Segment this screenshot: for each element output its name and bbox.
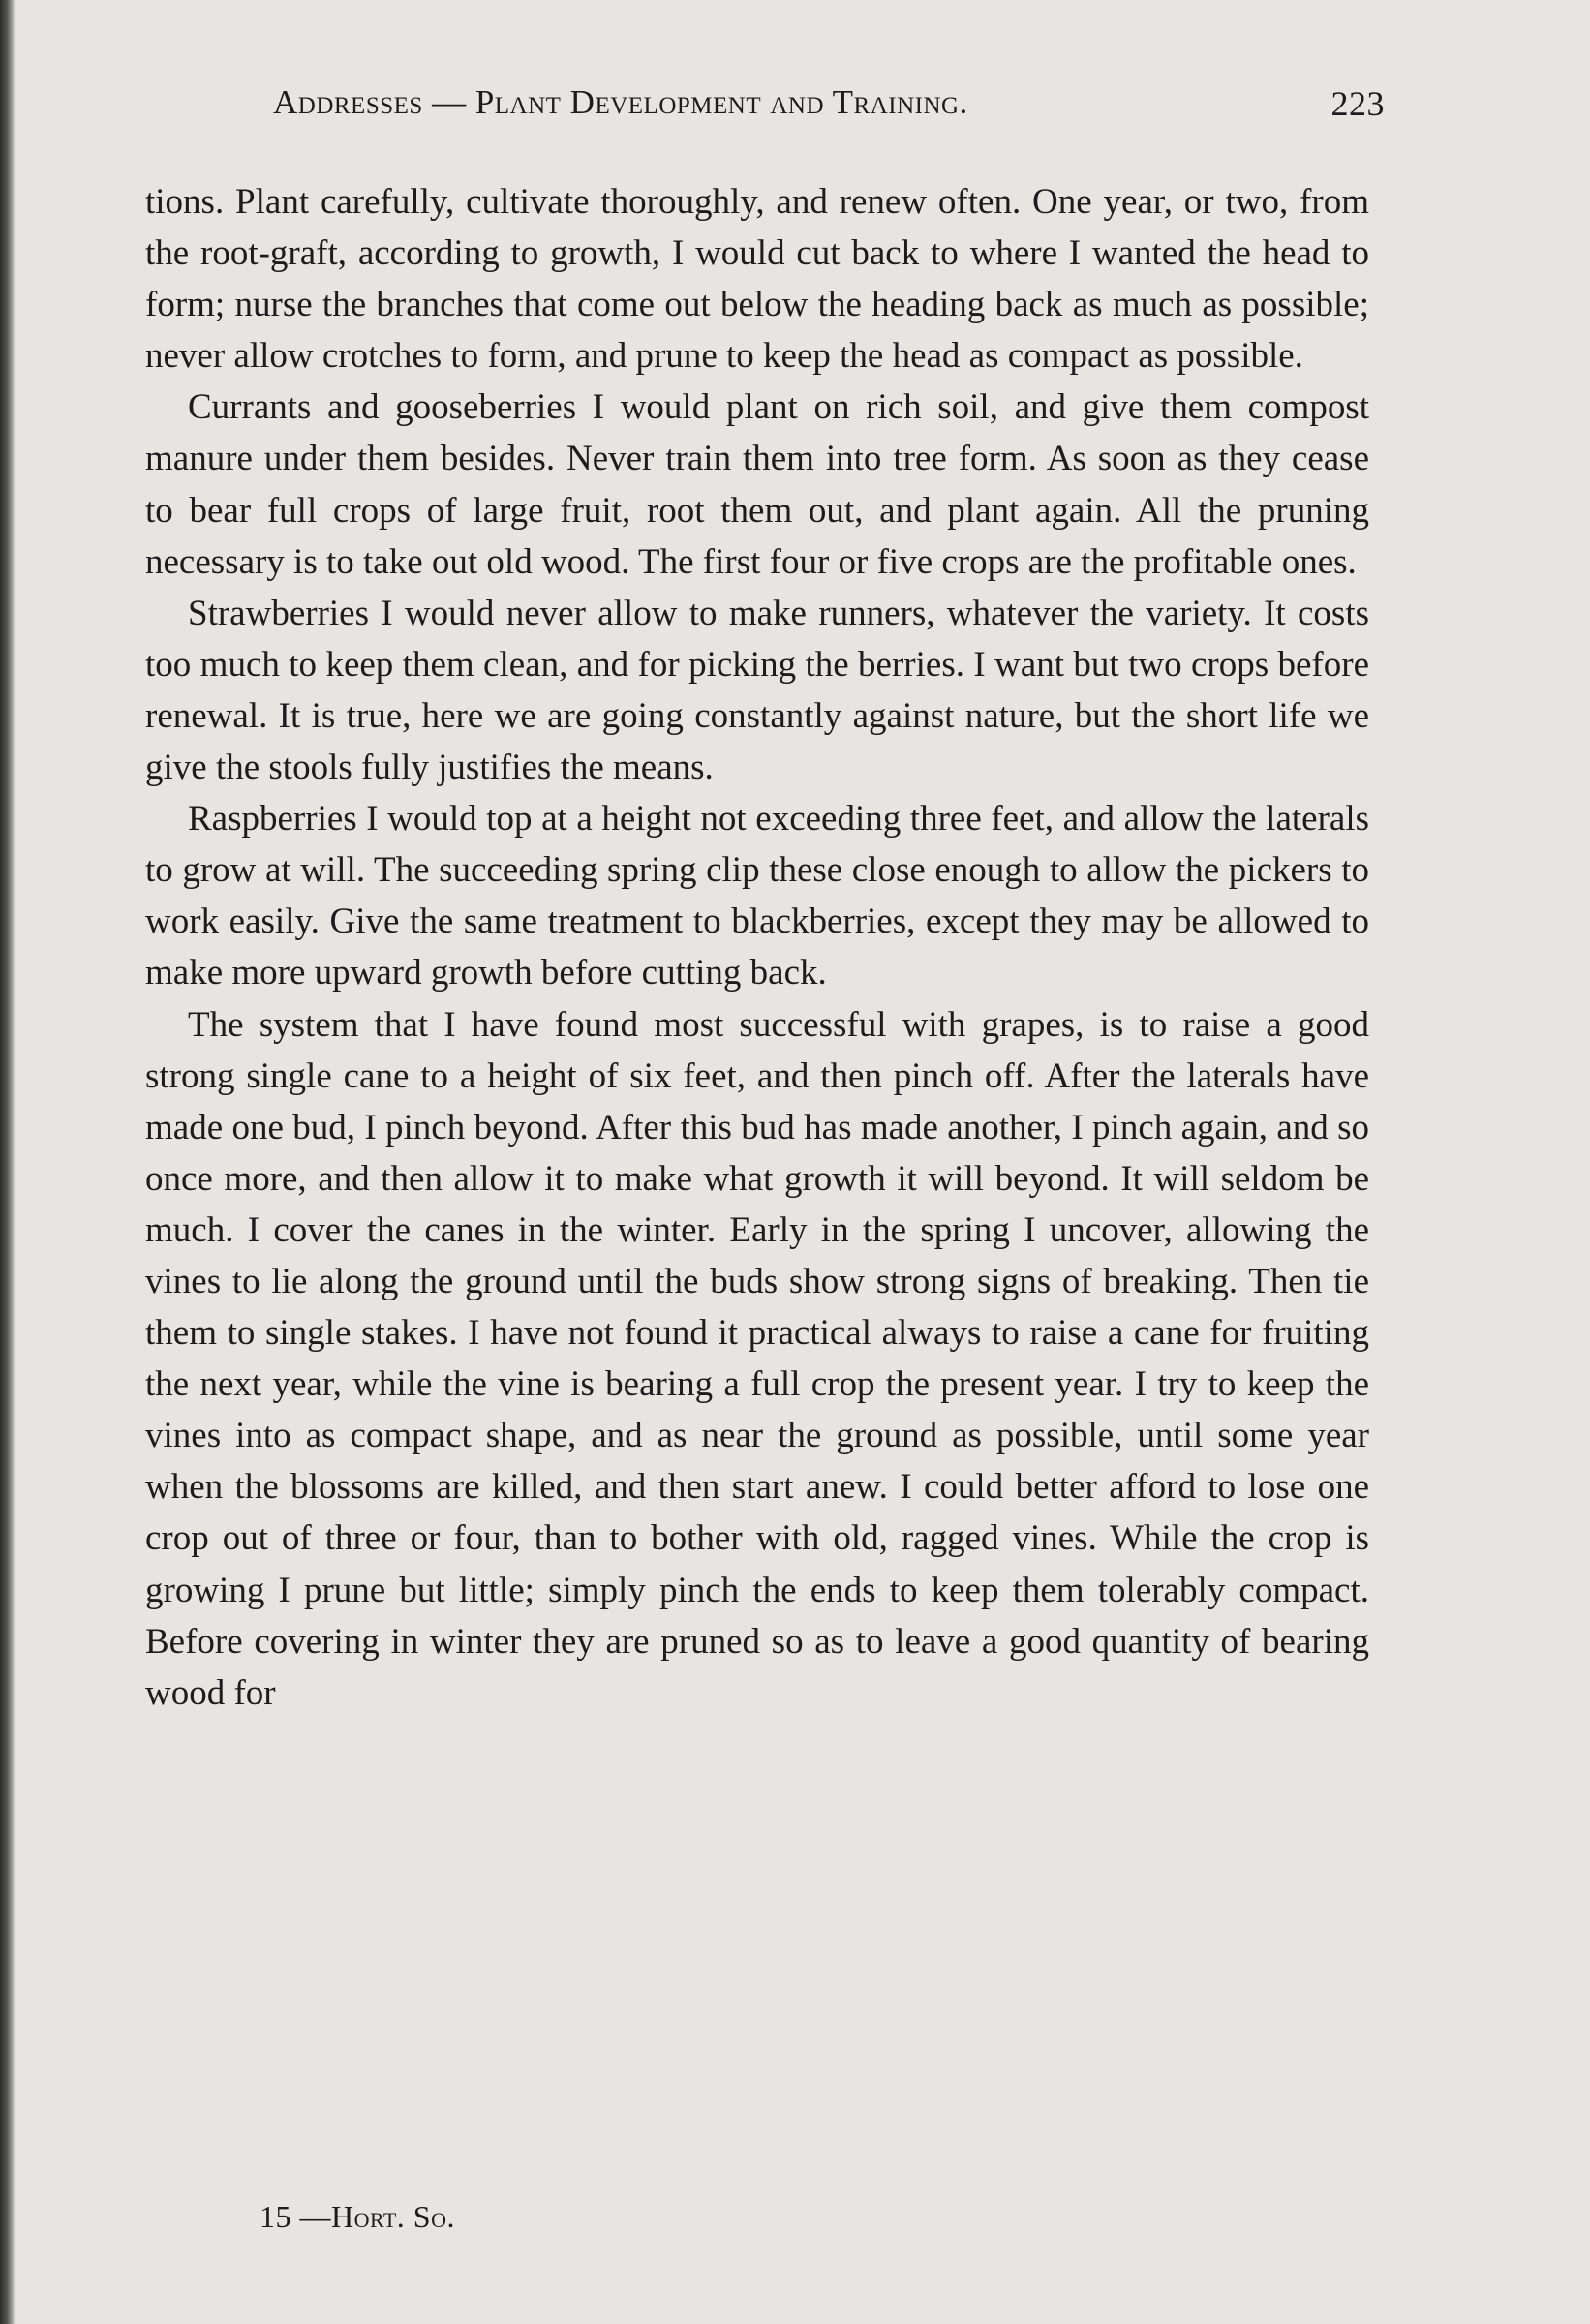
- scan-page-edge: [0, 0, 15, 2324]
- paragraph-grapes: The system that I have found most successful with grapes, is to raise a good strong single cane to a height of six feet, and then pinch off. After the laterals have made one bud, I pinch beyond. After this bud has made another, I pinch again, and so once more, and then allow it to make what growth it will beyond. It will seldom be much. I cover the canes in the winter. Early in the spring I uncover, allowing the vines to lie along the ground until the buds show strong signs of breaking. Then tie them to single stakes. I have not found it practical always to raise a cane for fruiting the next year, while the vine is bearing a full crop the present year. I try to keep the vines into as compact shape, and as near the ground as possible, until some year when the blossoms are killed, and then start anew. I could better afford to lose one crop out of three or four, than to bother with old, ragged vines. While the crop is growing I prune but little; simply pinch the ends to keep them tolerably compact. Before covering in winter they are pruned so as to leave a good quantity of bearing wood for: [145, 1004, 1369, 1713]
- running-head: [273, 83, 1385, 132]
- signature-text: Hort. So.: [331, 2199, 455, 2234]
- paragraph-currants: Currants and gooseberries I would plant on rich soil, and give them compost manure under them besides. Never train them into tree form. As soon as they cease to bear full crops of large fruit, root them out, and plant again. All the pruning necessary is to take out old wood. The first four or five crops are the profitable ones.: [145, 387, 1369, 582]
- signature-mark: [260, 2199, 455, 2235]
- page-number: 223: [1330, 84, 1385, 123]
- book-page: [145, 68, 1385, 2266]
- running-title: Addresses — Plant Development and Training.: [273, 83, 968, 121]
- paragraph-strawberries: Strawberries I would never allow to make runners, whatever the variety. It costs too much to keep them clean, and for picking the berries. I want but two crops before renewal. It is true, here we are going constantly against nature, but the short life we give the stools fully justifies the means.: [145, 593, 1369, 788]
- body-text: [145, 176, 1369, 1719]
- paragraph-apple-trees: tions. Plant carefully, cultivate thoroughly, and renew often. One year, or two, from the root-graft, according to growth, I would cut back to where I wanted the head to form; nurse the branches that come out below the heading back as much as possible; never allow crotches to form, and prune to keep the head as compact as possible.: [145, 182, 1369, 377]
- paragraph-raspberries: Raspberries I would top at a height not exceeding three feet, and allow the laterals to grow at will. The succeeding spring clip these close enough to allow the pickers to work easily. Give the same treatment to blackberries, except they may be allowed to make more upward growth before cutting back.: [145, 799, 1369, 994]
- signature-number: 15 —: [260, 2199, 331, 2234]
